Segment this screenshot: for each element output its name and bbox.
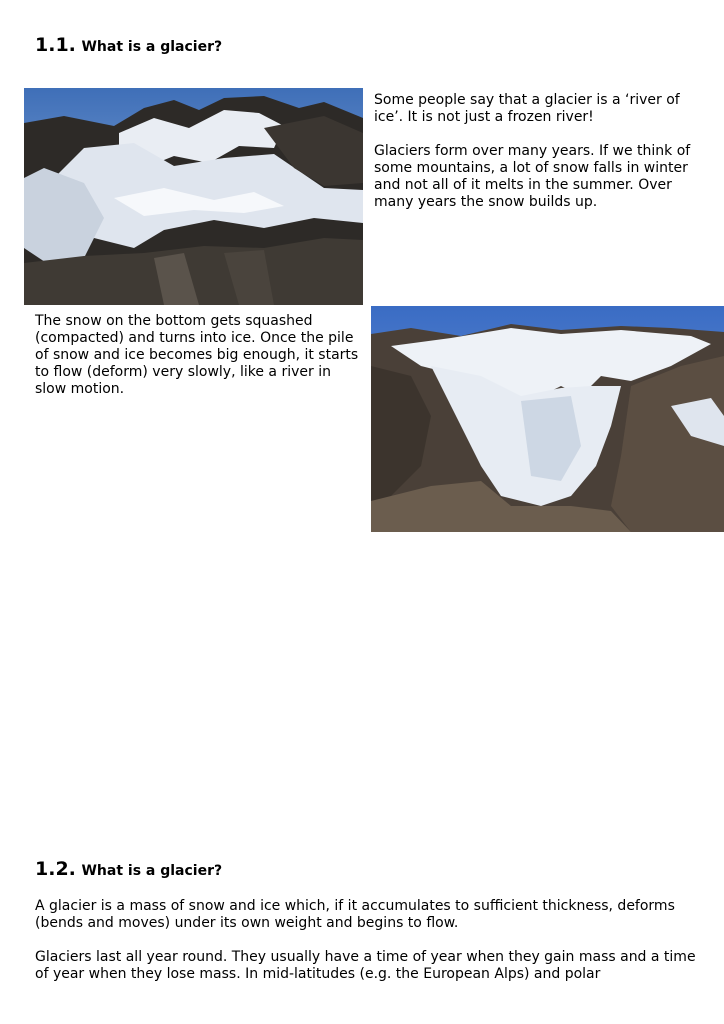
section-1-heading bbox=[35, 34, 222, 56]
glacier-photo-mountain bbox=[24, 88, 363, 305]
section-2-number: 1.2. bbox=[35, 858, 76, 880]
section-1-title: What is a glacier? bbox=[81, 39, 223, 55]
section-1-paragraph-3: The snow on the bottom gets squashed (compacted) and turns into ice. Once the pile of snow and ice becomes big enough, it starts to flow (deform) very slowly, like a river in slow motion. bbox=[35, 313, 359, 397]
section-2-title: What is a glacier? bbox=[81, 863, 223, 879]
section-2-paragraph-1: A glacier is a mass of snow and ice which, if it accumulates to sufficient thickness, deforms (bends and moves) under its own weight and begins to flow. bbox=[35, 898, 675, 931]
section-1-paragraph-1: Some people say that a glacier is a ‘river of ice’. It is not just a frozen river! bbox=[374, 92, 680, 125]
section-2-heading bbox=[35, 858, 222, 880]
glacier-photo-valley bbox=[371, 306, 724, 532]
section-1-paragraph-2: Glaciers form over many years. If we think of some mountains, a lot of snow falls in winter and not all of it melts in the summer. Over many years the snow builds up. bbox=[374, 143, 691, 210]
section-2-paragraph-2: Glaciers last all year round. They usually have a time of year when they gain mass and a time of year when they lose mass. In mid-latitudes (e.g. the European Alps) and polar bbox=[35, 949, 696, 982]
section-1-number: 1.1. bbox=[35, 34, 76, 56]
